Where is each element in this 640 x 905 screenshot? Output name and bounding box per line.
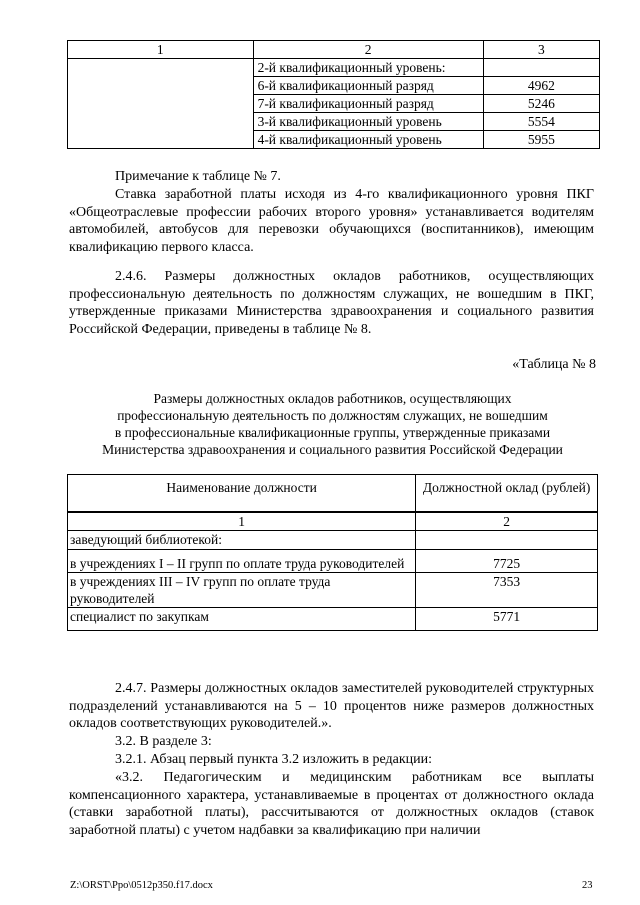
table-row: [68, 475, 598, 513]
table-header-cell: 3: [483, 41, 599, 59]
table-row: [68, 608, 598, 631]
table-8-title-line: Министерства здравоохранения и социального развития Российской Федерации: [102, 442, 563, 457]
table-cell: 5771: [416, 608, 598, 631]
table-cell: 5955: [483, 131, 599, 149]
paragraph-2-4-7: 2.4.7. Размеры должностных окладов заместителей руководителей структурных подразделений устанавливаются на 5 – 10 процентов ниже размеров должностных окладов соответствующих руководителей.».: [69, 681, 594, 731]
table-cell: специалист по закупкам: [68, 608, 416, 631]
table-cell: 3-й квалификационный уровень: [253, 113, 483, 131]
table-cell: 7353: [416, 573, 598, 608]
paragraph-quote: «3.2. Педагогическим и медицинским работникам все выплаты компенсационного характера, устанавливаемые в процентах от должностного оклада (ставки заработной платы), рассчитываются от должностных окладов (ставок заработной платы) с учетом надбавки за квалификацию при наличии: [69, 770, 594, 838]
table-header-cell: 1: [68, 41, 254, 59]
table-row: [68, 59, 600, 77]
table-8-title-line: Размеры должностных окладов работников, осуществляющих: [153, 391, 512, 406]
table-8-label: «Таблица № 8: [512, 357, 596, 372]
table-cell: в учреждениях I – II групп по оплате труда руководителей: [68, 550, 416, 573]
page-number: 23: [582, 880, 593, 891]
table-cell: 2: [416, 512, 598, 531]
footer-file-path: Z:\ORST\Ppo\0512p350.f17.docx: [70, 880, 213, 891]
note-text: Ставка заработной платы исходя из 4-го квалификационного уровня ПКГ «Общеотраслевые профессии рабочих второго уровня» устанавливается водителям автомобилей, автобусов для перевозки обучающихся (воспитанников), имеющим квалификацию первого класса.: [69, 187, 594, 255]
table-row: [68, 41, 600, 59]
table-row: [68, 550, 598, 573]
paragraph-2-4-6: 2.4.6. Размеры должностных окладов работников, осуществляющих профессиональную деятельность по должностям служащих, не вошедшим в ПКГ, утвержденные приказами Министерства здравоохранения и социального развития Российской Федерации, приведены в таблице № 8.: [69, 269, 594, 337]
table-header-cell: Должностной оклад (рублей): [416, 475, 598, 513]
table-row: [68, 573, 598, 608]
empty-cell: [68, 59, 254, 149]
table-cell: 6-й квалификационный разряд: [253, 77, 483, 95]
table-header-cell: Наименование должности: [68, 475, 416, 513]
table-cell: 2-й квалификационный уровень:: [253, 59, 483, 77]
note-title: Примечание к таблице № 7.: [115, 169, 281, 184]
paragraph-3-2-1: 3.2.1. Абзац первый пункта 3.2 изложить в редакции:: [115, 752, 433, 767]
paragraph-3-2: 3.2. В разделе 3:: [115, 734, 212, 749]
table-cell: [416, 531, 598, 550]
table-cell: 5246: [483, 95, 599, 113]
table-8-title-line: в профессиональные квалификационные группы, утвержденные приказами: [114, 425, 551, 440]
table-cell: 7-й квалификационный разряд: [253, 95, 483, 113]
table-cell: 4-й квалификационный уровень: [253, 131, 483, 149]
table-cell: 5554: [483, 113, 599, 131]
table-8: [67, 474, 598, 631]
table-cell: 7725: [416, 550, 598, 573]
table-row: [68, 531, 598, 550]
table-row: [68, 512, 598, 531]
table-header-cell: 2: [253, 41, 483, 59]
table-cell: [483, 59, 599, 77]
table-cell: 4962: [483, 77, 599, 95]
table-cell: заведующий библиотекой:: [68, 531, 416, 550]
table-7-continuation: [67, 40, 600, 149]
table-cell: в учреждениях III – IV групп по оплате труда руководителей: [68, 573, 416, 608]
table-cell: 1: [68, 512, 416, 531]
table-8-title-line: профессиональную деятельность по должностям служащих, не вошедшим: [117, 408, 548, 423]
